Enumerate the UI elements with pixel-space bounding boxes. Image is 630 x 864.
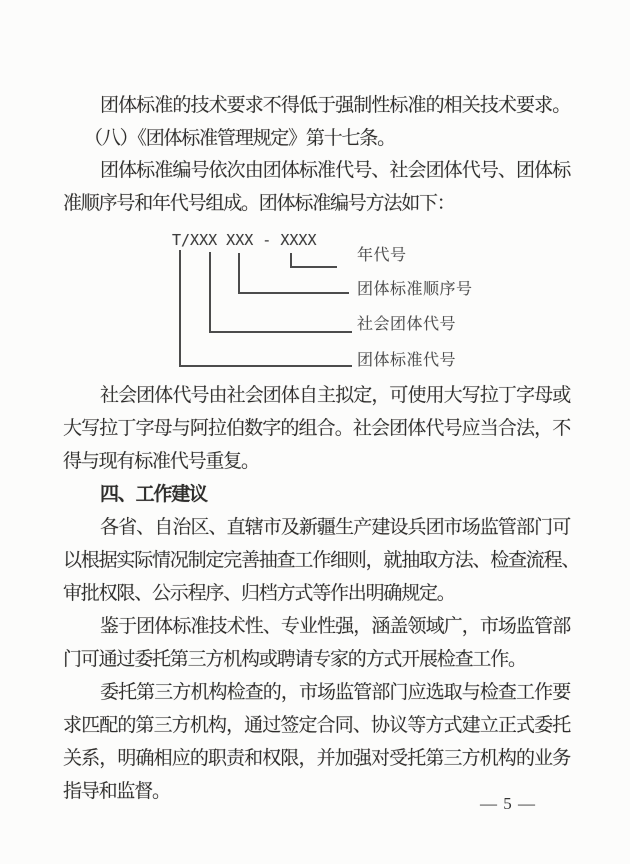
diagram-line-group-code-vertical [179, 250, 181, 367]
standard-number-formula: T/XXX XXX - XXXX [172, 231, 317, 249]
paragraph-block-top [63, 90, 570, 220]
body-text-line: 准顺序号和年代号组成。团体标准编号方法如下： [63, 192, 455, 214]
body-text-line: 以根据实际情况制定完善抽查工作细则，就抽取方法、检查流程、 [63, 550, 580, 571]
body-text-line: 关系，明确相应的职责和权限，并加强对受托第三方机构的业务 [63, 748, 570, 769]
body-text-line: 团体标准编号依次由团体标准代号、社会团体代号、团体标 [100, 160, 570, 181]
body-text-line: 委托第三方机构检查的，市场监管部门应选取与检查工作要 [100, 682, 570, 703]
paragraph-block-bottom [63, 379, 580, 808]
diagram-line-seq-number-vertical [238, 253, 240, 294]
body-text-line: 指导和监督。 [63, 781, 170, 802]
section-heading: 四、工作建议 [100, 484, 207, 505]
body-text-line: （八）《团体标准管理规定》第十七条。 [84, 127, 395, 149]
body-text-line: 大写拉丁字母与阿拉伯数字的组合。社会团体代号应当合法，不 [63, 418, 570, 439]
body-text-line: 审批权限、公示程序、归档方式等作出明确规定。 [63, 583, 455, 604]
body-text-line: 各省、自治区、直辖市及新疆生产建设兵团市场监管部门可 [100, 517, 570, 538]
diagram-line-group-code-horizontal [179, 365, 352, 367]
diagram-line-social-code-horizontal [209, 331, 352, 333]
diagram-label-group-std-code: 团体标准代号 [357, 352, 457, 369]
diagram-label-social-org-code: 社会团体代号 [357, 316, 457, 333]
body-text-line: 门可通过委托第三方机构或聘请专家的方式开展检查工作。 [63, 649, 526, 670]
diagram-label-year-code: 年代号 [357, 247, 407, 264]
diagram-line-year-code-horizontal [290, 266, 337, 268]
body-text-line: 求匹配的第三方机构，通过签定合同、协议等方式建立正式委托 [63, 715, 570, 736]
body-text-line: 得与现有标准代号重复。 [63, 451, 259, 472]
diagram-line-social-code-vertical [209, 252, 211, 333]
body-text-line: 鉴于团体标准技术性、专业性强，涵盖领域广，市场监管部 [100, 616, 570, 637]
diagram-line-seq-number-horizontal [238, 292, 349, 294]
diagram-label-sequence-number: 团体标准顺序号 [357, 281, 473, 298]
body-text-line: 团体标准的技术要求不得低于强制性标准的相关技术要求。 [100, 95, 570, 116]
body-text-line: 社会团体代号由社会团体自主拟定，可使用大写拉丁字母或 [100, 385, 570, 406]
page-number: — 5 — [480, 794, 536, 813]
